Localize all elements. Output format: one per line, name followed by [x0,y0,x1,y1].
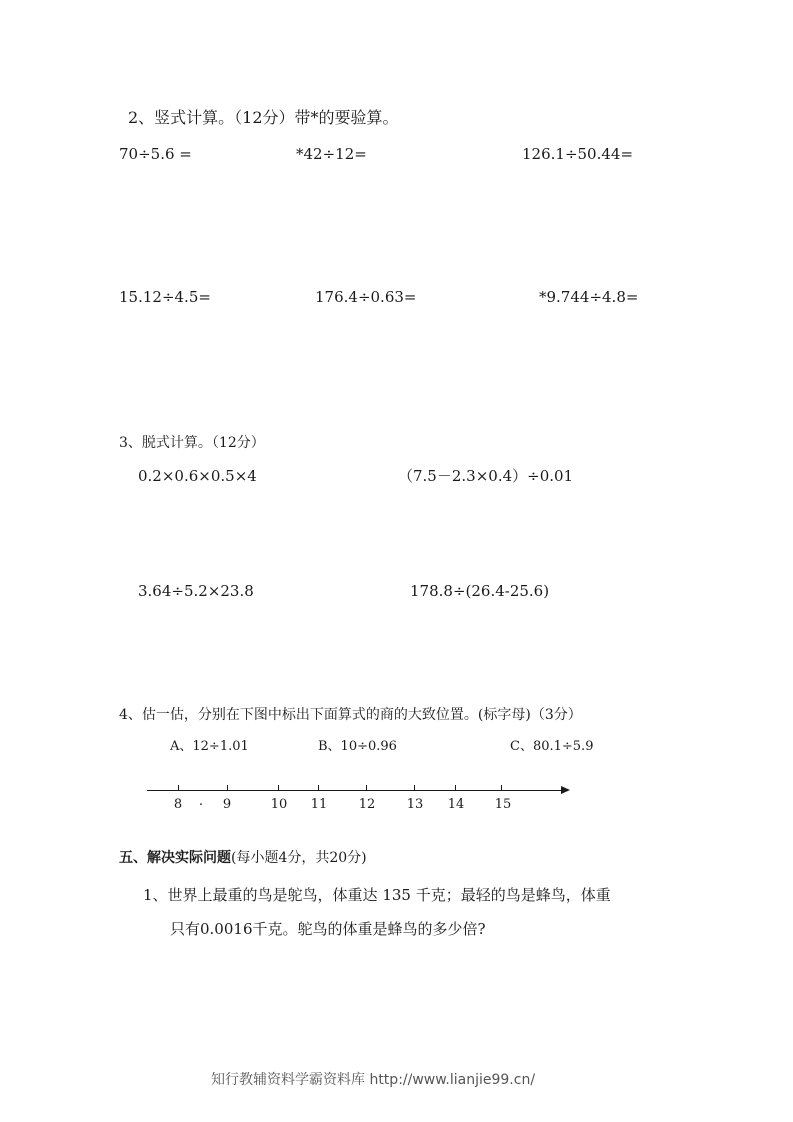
problem-3-3: 3.64÷5.2×23.8 [138,582,254,600]
problem-3-4: 178.8÷(26.4-25.6) [410,582,550,600]
option-b: B、10÷0.96 [318,739,397,754]
question-1-line1: 1、世界上最重的鸟是鸵鸟，体重达 135 千克；最轻的鸟是蜂鸟，体重 [143,886,611,904]
question-1-line2: 只有0.0016千克。鸵鸟的体重是蜂鸟的多少倍? [170,920,486,938]
problem-3-1: 0.2×0.6×0.5×4 [138,467,257,485]
option-a: A、12÷1.01 [170,739,249,754]
tick-label-12: 12 [358,797,376,812]
tick-15 [501,785,502,790]
problem-2-4: 15.12÷4.5= [119,288,211,306]
tick-dot: . [198,794,204,809]
tick-label-10: 10 [270,797,288,812]
tick-12 [366,785,367,790]
section3-heading: 3、脱式计算。（12分） [119,435,265,451]
tick-label-13: 13 [406,797,424,812]
arrow-right-icon [561,786,570,794]
option-c: C、80.1÷5.9 [510,739,594,754]
tick-10 [278,785,279,790]
tick-13 [414,785,415,790]
problem-3-2: （7.5－2.3×0.4）÷0.01 [398,467,574,485]
tick-9 [227,785,228,790]
tick-label-9: 9 [222,797,232,812]
section5-heading [119,851,367,865]
tick-label-14: 14 [447,797,465,812]
tick-label-11: 11 [310,797,328,812]
tick-label-15: 15 [494,797,512,812]
section2-heading: 2、竖式计算。（12分）带*的要验算。 [128,108,399,127]
footer-watermark: 知行教辅资料学霸资料库 http://www.lianjie99.cn/ [211,1072,536,1088]
problem-2-1: 70÷5.6 = [119,145,192,163]
tick-14 [455,785,456,790]
section5-heading-title: 五、解决实际问题 [119,850,231,866]
problem-2-3: 126.1÷50.44= [522,145,634,163]
number-line-axis [147,790,563,791]
tick-8 [178,785,179,790]
tick-11 [318,785,319,790]
section5-heading-points: (每小题4分，共20分) [231,850,367,866]
section4-heading: 4、估一估，分别在下图中标出下面算式的商的大致位置。(标字母)（3分） [119,707,582,723]
problem-2-6: *9.744÷4.8= [539,288,639,306]
tick-label-8: 8 [173,797,183,812]
problem-2-5: 176.4÷0.63= [315,288,417,306]
problem-2-2: *42÷12= [296,145,367,163]
